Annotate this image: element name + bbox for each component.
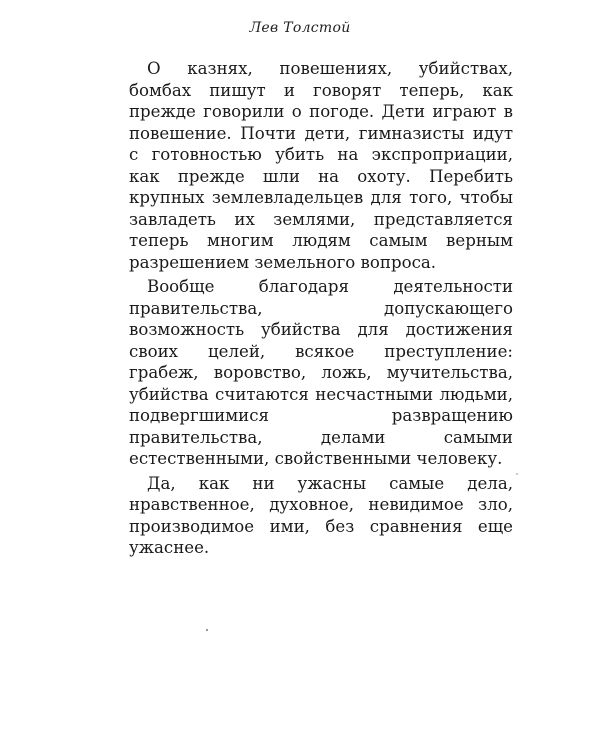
- paper-speck: [206, 629, 208, 631]
- paragraph-1: О казнях, повешениях, убийствах, бомбах пишут и говорят теперь, как прежде говорили о погоде. Дети играют в повешение. Почти дети, гимназисты идут с готовностью убить на экспроприации, как прежде шли на охоту. Перебить крупных землевладельцев для того, чтобы завладеть их землями, представляется теперь многим людям самым верным разрешением земельного вопроса.: [129, 59, 513, 272]
- running-head: Лев Толстой: [249, 20, 351, 36]
- paragraph-2: Вообще благодаря деятельности правительства, допускающего возможность убийства для достижения своих целей, всякое преступление: грабеж, воровство, ложь, мучительства, убийства считаются несчастными людьми, подвергшимися развращению правительства, делами самыми естественными, свойственными человеку.: [129, 277, 513, 468]
- paragraph-3: Да, как ни ужасны самые дела, нравственное, духовное, невидимое зло, производимое ими, без сравнения еще ужаснее.: [129, 473, 513, 557]
- paper-speck-faint: [516, 473, 518, 475]
- body-text: [129, 58, 513, 559]
